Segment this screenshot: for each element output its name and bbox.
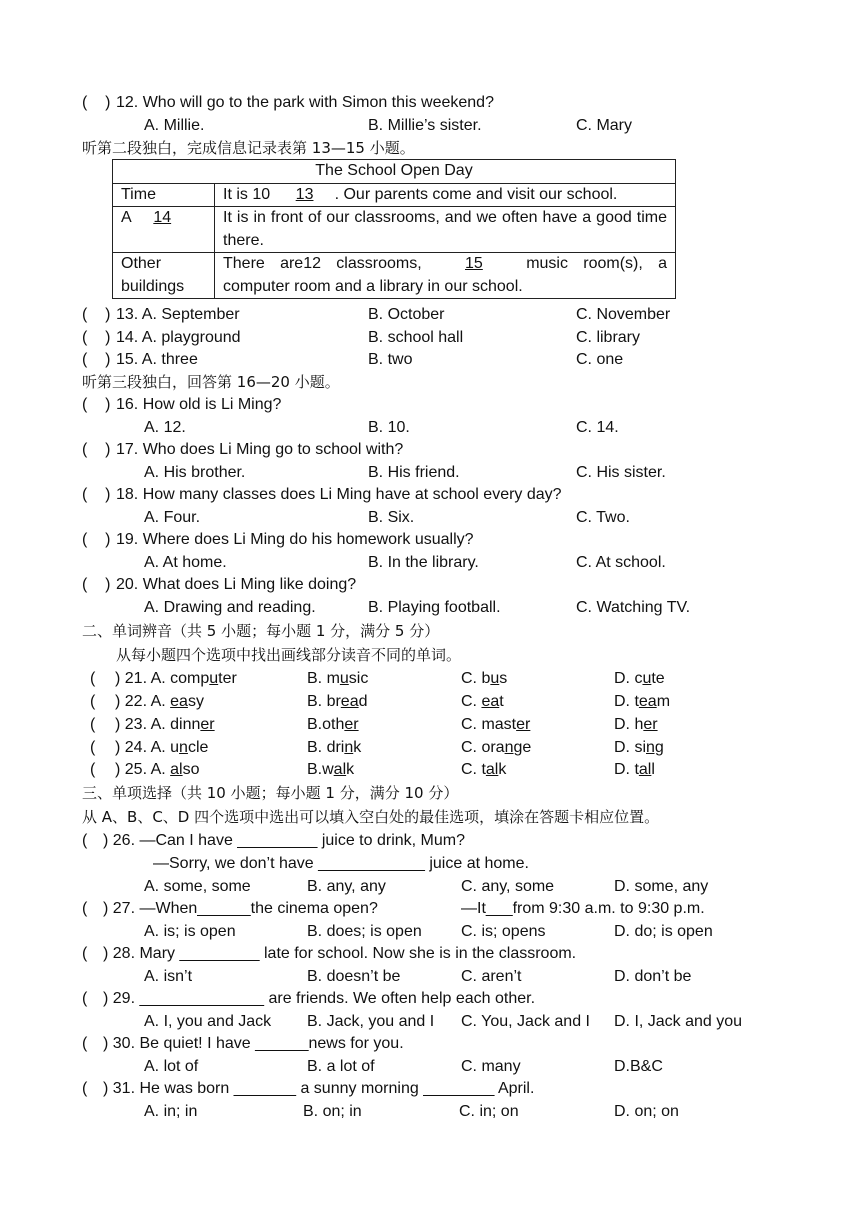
q18-option-c: C. Two. xyxy=(576,509,630,526)
q12-option-c: C. Mary xyxy=(576,117,632,134)
answer-paren: ( xyxy=(82,1080,106,1097)
q22-option-d xyxy=(614,691,670,714)
q13-option-c: C. November xyxy=(576,306,671,323)
q29-option-b: B. Jack, you and I xyxy=(307,1013,435,1030)
word-part: D. t xyxy=(614,693,639,710)
table-label-time: Time xyxy=(113,183,215,207)
word-part: so xyxy=(182,761,200,778)
word-part: l xyxy=(651,761,655,778)
q15-option-c: C. one xyxy=(576,351,624,368)
q25-option-c xyxy=(461,759,506,782)
q14-option-c: C. library xyxy=(576,329,641,346)
word-part: C. b xyxy=(461,670,491,687)
underlined-part: al xyxy=(333,761,347,778)
table-text: A xyxy=(121,209,136,226)
question-18-stem: 18. How many classes does Li Ming have at school every day? xyxy=(116,486,562,503)
answer-paren: ( ) xyxy=(82,486,111,503)
q13-option-b: B. October xyxy=(368,306,445,323)
underlined-part: ea xyxy=(638,693,657,710)
q24-option-b xyxy=(307,737,361,760)
q22-option-c xyxy=(461,691,504,714)
q21-option-d xyxy=(614,668,665,691)
word-part: cle xyxy=(187,739,209,756)
blank-14: 14 xyxy=(153,209,172,226)
q21-option-b xyxy=(307,668,368,691)
underlined-part: er xyxy=(516,716,531,733)
table-text: . Our parents come and visit our school. xyxy=(334,185,618,203)
q23-option-b xyxy=(307,714,359,737)
q16-option-a: A. 12. xyxy=(144,419,186,436)
underlined-part: n xyxy=(504,739,514,756)
word-part: B.w xyxy=(307,761,334,778)
q-num: ) 22. A. xyxy=(115,693,171,710)
answer-paren: ( xyxy=(90,739,96,756)
q20-option-c: C. Watching TV. xyxy=(576,599,691,616)
q29-option-a: A. I, you and Jack xyxy=(144,1013,272,1030)
q31-option-a: A. in; in xyxy=(144,1103,198,1120)
answer-paren: ( ) xyxy=(82,351,111,368)
word-part: k xyxy=(498,761,507,778)
q31-option-d: D. on; on xyxy=(614,1103,679,1120)
question-21 xyxy=(115,668,237,691)
word-part: D. c xyxy=(614,670,643,687)
underlined-part: ng xyxy=(646,739,664,756)
word-part: D. t xyxy=(614,761,639,778)
table-cell-time xyxy=(215,183,676,207)
table-title: The School Open Day xyxy=(113,160,676,184)
q23-option-d xyxy=(614,714,658,737)
q14-option-b: B. school hall xyxy=(368,329,464,346)
q16-option-c: C. 14. xyxy=(576,419,619,436)
word-part: sy xyxy=(187,693,204,710)
word-part: comp xyxy=(170,670,210,687)
q12-option-a: A. Millie. xyxy=(144,117,205,134)
word-part: s xyxy=(499,670,508,687)
q25-option-b xyxy=(307,759,354,782)
underlined-part: al xyxy=(170,761,183,778)
answer-paren: ( ) xyxy=(82,306,111,323)
question-26-stem: ) 26. —Can I have _________ juice to drink, Mum? xyxy=(103,832,465,849)
answer-paren: ( xyxy=(90,716,96,733)
question-12-stem: 12. Who will go to the park with Simon this weekend? xyxy=(116,94,494,111)
q20-option-b: B. Playing football. xyxy=(368,599,501,616)
answer-paren: ( xyxy=(90,693,96,710)
q24-option-c xyxy=(461,737,531,760)
word-part: C. ora xyxy=(461,739,505,756)
q21-option-c xyxy=(461,668,507,691)
q30-option-a: A. lot of xyxy=(144,1058,199,1075)
q27-option-d: D. do; is open xyxy=(614,923,713,940)
q17-option-c: C. His sister. xyxy=(576,464,666,481)
word-part: sic xyxy=(348,670,369,687)
part3-heading: 三、单项选择（共 10 小题；每小题 1 分，满分 10 分） xyxy=(82,784,459,802)
question-27-stem-2: —It___from 9:30 a.m. to 9:30 p.m. xyxy=(461,900,705,917)
q18-option-a: A. Four. xyxy=(144,509,201,526)
q19-option-c: C. At school. xyxy=(576,554,666,571)
underlined-part: ea xyxy=(170,693,188,710)
q28-option-c: C. aren’t xyxy=(461,968,522,985)
q27-option-c: C. is; opens xyxy=(461,923,546,940)
question-31-stem: ) 31. He was born _______ a sunny morning ________ April. xyxy=(103,1080,535,1097)
word-part: u xyxy=(170,739,180,756)
question-28-stem: ) 28. Mary _________ late for school. Now she is in the classroom. xyxy=(103,945,577,962)
q17-option-a: A. His brother. xyxy=(144,464,246,481)
underlined-part: u xyxy=(339,670,349,687)
question-24 xyxy=(115,737,208,760)
table-label-other: Other buildings xyxy=(113,253,215,299)
table-text: There are12 classrooms, xyxy=(223,255,437,272)
word-part: k xyxy=(353,739,362,756)
word-part: B. br xyxy=(307,693,341,710)
q15-option-b: B. two xyxy=(368,351,413,368)
q27-option-b: B. does; is open xyxy=(307,923,422,940)
q31-option-c: C. in; on xyxy=(459,1103,519,1120)
answer-paren: ( ) xyxy=(82,396,111,413)
word-part: k xyxy=(346,761,355,778)
underlined-part: n xyxy=(179,739,188,756)
question-29-stem: ) 29. ______________ are friends. We often help each other. xyxy=(103,990,536,1007)
answer-paren: ( xyxy=(82,832,106,849)
word-part: B.oth xyxy=(307,716,345,733)
answer-paren: ( ) xyxy=(82,531,111,548)
question-22 xyxy=(115,691,204,714)
q-num: ) 23. A. xyxy=(115,716,171,733)
answer-paren: ( ) xyxy=(82,576,111,593)
table-label-a xyxy=(113,207,215,253)
q19-option-b: B. In the library. xyxy=(368,554,479,571)
q28-option-a: A. isn’t xyxy=(144,968,193,985)
word-part: D. h xyxy=(614,716,644,733)
question-30-stem: ) 30. Be quiet! I have ______news for you. xyxy=(103,1035,404,1052)
underlined-part: n xyxy=(344,739,354,756)
underlined-part: er xyxy=(643,716,658,733)
section3-heading: 听第三段独白，回答第 16—20 小题。 xyxy=(82,373,340,391)
q24-option-d xyxy=(614,737,664,760)
underlined-part: ea xyxy=(481,693,500,710)
underlined-part: er xyxy=(344,716,359,733)
question-26-stem-2: —Sorry, we don’t have ____________ juice at home. xyxy=(153,855,529,872)
q31-option-b: B. on; in xyxy=(303,1103,362,1120)
answer-paren: ( xyxy=(90,670,96,687)
table-cell-other xyxy=(215,253,676,299)
part2-instruction: 从每小题四个选项中找出画线部分读音不同的单词。 xyxy=(116,646,462,664)
answer-paren: ( xyxy=(82,990,106,1007)
underlined-part: u xyxy=(490,670,500,687)
question-15-stem: 15. A. three xyxy=(116,351,198,368)
word-part: B. m xyxy=(307,670,340,687)
q26-option-a: A. some, some xyxy=(144,878,251,895)
answer-paren: ( xyxy=(90,761,96,778)
word-part: C. mast xyxy=(461,716,517,733)
word-part: m xyxy=(656,693,671,710)
q30-option-c: C. many xyxy=(461,1058,521,1075)
word-part: C. xyxy=(461,693,482,710)
underlined-part: al xyxy=(638,761,652,778)
underlined-part: al xyxy=(485,761,499,778)
q-num: ) 21. A. xyxy=(115,670,171,687)
blank-13: 13 xyxy=(295,185,314,203)
question-20-stem: 20. What does Li Ming like doing? xyxy=(116,576,357,593)
question-17-stem: 17. Who does Li Ming go to school with? xyxy=(116,441,404,458)
word-part: dinn xyxy=(170,716,201,733)
q30-option-d: D.B&C xyxy=(614,1058,663,1075)
q-num: ) 24. A. xyxy=(115,739,171,756)
blank-15: 15 xyxy=(465,255,483,272)
word-part: ter xyxy=(218,670,237,687)
q29-option-d: D. I, Jack and you xyxy=(614,1013,743,1030)
q27-option-a: A. is; is open xyxy=(144,923,236,940)
table-text: It is 10 xyxy=(223,185,275,203)
q18-option-b: B. Six. xyxy=(368,509,415,526)
q30-option-b: B. a lot of xyxy=(307,1058,375,1075)
part2-heading: 二、单词辨音（共 5 小题；每小题 1 分，满分 5 分） xyxy=(82,622,440,640)
q16-option-b: B. 10. xyxy=(368,419,410,436)
word-part: B. dri xyxy=(307,739,345,756)
q19-option-a: A. At home. xyxy=(144,554,227,571)
q29-option-c: C. You, Jack and I xyxy=(461,1013,590,1030)
question-23 xyxy=(115,714,215,737)
underlined-part: er xyxy=(200,716,215,733)
q23-option-c xyxy=(461,714,530,737)
answer-paren: ( ) xyxy=(82,329,111,346)
q-num: ) 25. A. xyxy=(115,761,171,778)
q28-option-b: B. doesn’t be xyxy=(307,968,401,985)
answer-paren: ( xyxy=(82,1035,106,1052)
question-19-stem: 19. Where does Li Ming do his homework usually? xyxy=(116,531,474,548)
underlined-part: ea xyxy=(340,693,359,710)
word-part: d xyxy=(358,693,368,710)
word-part: C. t xyxy=(461,761,486,778)
answer-paren: ( ) xyxy=(82,441,111,458)
question-27-stem: ) 27. —When______the cinema open? xyxy=(103,900,378,917)
question-25 xyxy=(115,759,200,782)
answer-paren: ( xyxy=(82,945,106,962)
q17-option-b: B. His friend. xyxy=(368,464,460,481)
answer-paren: ( xyxy=(82,900,106,917)
q26-option-d: D. some, any xyxy=(614,878,709,895)
question-14-stem: 14. A. playground xyxy=(116,329,241,346)
underlined-part: u xyxy=(209,670,219,687)
q25-option-d xyxy=(614,759,655,782)
q20-option-a: A. Drawing and reading. xyxy=(144,599,316,616)
q22-option-b xyxy=(307,691,368,714)
q26-option-b: B. any, any xyxy=(307,878,386,895)
question-16-stem: 16. How old is Li Ming? xyxy=(116,396,282,413)
table-text: music room(s), a computer room and a library in our school. xyxy=(223,255,667,295)
q28-option-d: D. don’t be xyxy=(614,968,692,985)
word-part: ge xyxy=(513,739,532,756)
section2-heading: 听第二段独白，完成信息记录表第 13—15 小题。 xyxy=(82,139,415,157)
word-part: D. si xyxy=(614,739,646,756)
table-cell-a: It is in front of our classrooms, and we often have a good time there. xyxy=(215,207,676,253)
word-part: t xyxy=(499,693,504,710)
q26-option-c: C. any, some xyxy=(461,878,555,895)
info-table xyxy=(112,159,676,299)
part3-instruction: 从 A、B、C、D 四个选项中选出可以填入空白处的最佳选项，填涂在答题卡相应位置。 xyxy=(82,808,660,826)
underlined-part: u xyxy=(642,670,652,687)
q12-option-b: B. Millie’s sister. xyxy=(368,117,482,134)
answer-paren: ( ) xyxy=(82,94,111,111)
question-13-stem: 13. A. September xyxy=(116,306,240,323)
word-part: te xyxy=(651,670,665,687)
